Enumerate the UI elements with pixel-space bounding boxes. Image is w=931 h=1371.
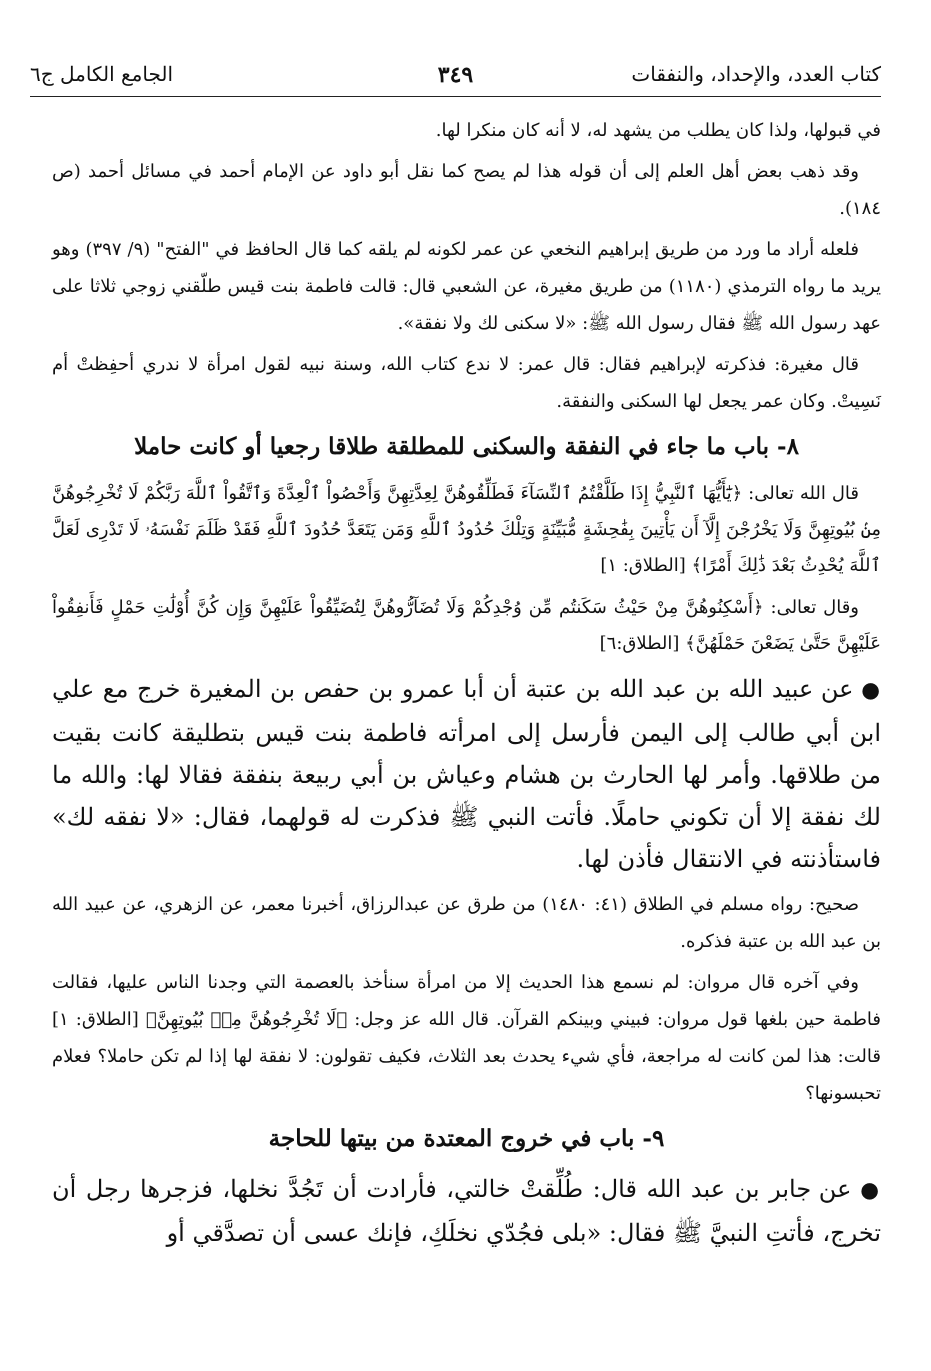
hadith-text: ● عن جابر بن عبد الله قال: طُلِّقتْ خالتي، فأرادت أن تَجُدَّ نخلها، فزجرها رجل أن تخرج، فأتتِ النبيَّ ﷺ فقال: «بلى فجُدّي نخلَكِ، فإنك عسى أن تصدَّقي أو <box>52 1168 881 1254</box>
paragraph: وقد ذهب بعض أهل العلم إلى أن قوله هذا لم يصح كما نقل أبو داود عن الإمام أحمد في مسائل أحمد (ص ١٨٤). <box>52 161 881 219</box>
section-heading: ٩- باب في خروج المعتدة من بيتها للحاجة <box>268 1125 665 1152</box>
hadith-note: وفي آخره قال مروان: لم نسمع هذا الحديث إلا من امرأة سنأخذ بالعصمة التي وجدنا الناس عليها، فقالت فاطمة حين بلغها قول مروان: فبيني وبينكم القرآن. قال الله عز وجل: ﴿لَا تُخْرِجُوهُنَّ مِنۢ بُيُوتِهِنَّ﴾ [الطلاق: ١] قالت: هذا لمن كانت له مراجعة، فأي شيء يحدث بعد الثلاث، فكيف تقولون: لا نفقة لها إذا لم تكن حاملا؟ فعلام تحبسونها؟ <box>52 972 881 1104</box>
book-title: الجامع الكامل ج٦ <box>30 62 174 86</box>
paragraph: في قبولها، ولذا كان يطلب من يشهد له، لا أنه كان منكرا لها. <box>435 120 881 141</box>
quran-verse: وقال تعالى: ﴿أَسْكِنُوهُنَّ مِنْ حَيْثُ سَكَنتُم مِّن وُجْدِكُمْ وَلَا تُضَآرُّوهُنَّ لِتُضَيِّقُواْ عَلَيْهِنَّ وَإِن كُنَّ أُوْلَٰتِ حَمْلٍ فَأَنفِقُواْ عَلَيْهِنَّ حَتَّىٰ يَضَعْنَ حَمْلَهُنَّ﴾ [الطلاق:٦] <box>52 597 881 654</box>
page-header <box>30 62 881 96</box>
quran-verse: قال الله تعالى: ﴿يَٰٓأَيُّهَا ٱلنَّبِيُّ إِذَا طَلَّقْتُمُ ٱلنِّسَآءَ فَطَلِّقُوهُنَّ لِعِدَّتِهِنَّ وَأَحْصُواْ ٱلْعِدَّةَ وَٱتَّقُواْ ٱللَّهَ رَبَّكُمْ لَا تُخْرِجُوهُنَّ مِنۢ بُيُوتِهِنَّ وَلَا يَخْرُجْنَ إِلَّآ أَن يَأْتِينَ بِفَٰحِشَةٍ مُّبَيِّنَةٍ وَتِلْكَ حُدُودُ ٱللَّهِ وَمَن يَتَعَدَّ حُدُودَ ٱللَّهِ فَقَدْ ظَلَمَ نَفْسَهُۥ لَا تَدْرِى لَعَلَّ ٱللَّهَ يُحْدِثُ بَعْدَ ذَٰلِكَ أَمْرًا﴾ [الطلاق: ١] <box>52 483 881 576</box>
paragraph: فلعله أراد ما ورد من طريق إبراهيم النخعي عن عمر لكونه لم يلقه كما قال الحافظ في "الفتح" (٩/ ٣٩٧) وهو يريد ما رواه الترمذي (١١٨٠) من طريق مغيرة، عن الشعبي قال: قالت فاطمة بنت قيس طلّقني زوجي ثلاثا على عهد رسول الله ﷺ فقال رسول الله ﷺ: «لا سكنى لك ولا نفقة». <box>52 239 882 334</box>
hadith-takhrij: صحيح: رواه مسلم في الطلاق (٤١: ١٤٨٠) من طرق عن عبدالرزاق، أخبرنا معمر، عن الزهري، عن عبيد الله بن عبد الله بن عتبة فذكره. <box>52 894 881 952</box>
page-body <box>52 112 881 1260</box>
page-number: ٣٤٩ <box>437 62 474 88</box>
hadith-text: ● عن عبيد الله بن عبد الله بن عتبة أن أبا عمرو بن حفص بن المغيرة خرج مع علي ابن أبي طالب إلى اليمن فأرسل إلى امرأته فاطمة بنت قيس بتطليقة كانت بقيت من طلاقها. وأمر لها الحارث بن هشام وعياش بن أبي ربيعة بنفقة فقالا لها: والله ما لك نفقة إلا أن تكوني حاملًا. فأتت النبي ﷺ فذكرت له قولهما، فقال: «لا نفقه لك» فاستأذنته في الانتقال فأذن لها. <box>52 668 881 880</box>
paragraph: قال مغيرة: فذكرته لإبراهيم فقال: قال عمر: لا ندع كتاب الله، وسنة نبيه لقول امرأة لا ندري أحفِظتْ أم نَسِيتْ. وكان عمر يجعل لها السكنى والنفقة. <box>52 354 881 412</box>
header-divider <box>30 96 881 97</box>
chapter-title: كتاب العدد، والإحداد، والنفقات <box>631 62 881 86</box>
section-heading: ٨- باب ما جاء في النفقة والسكنى للمطلقة طلاقا رجعيا أو كانت حاملا <box>134 433 799 460</box>
